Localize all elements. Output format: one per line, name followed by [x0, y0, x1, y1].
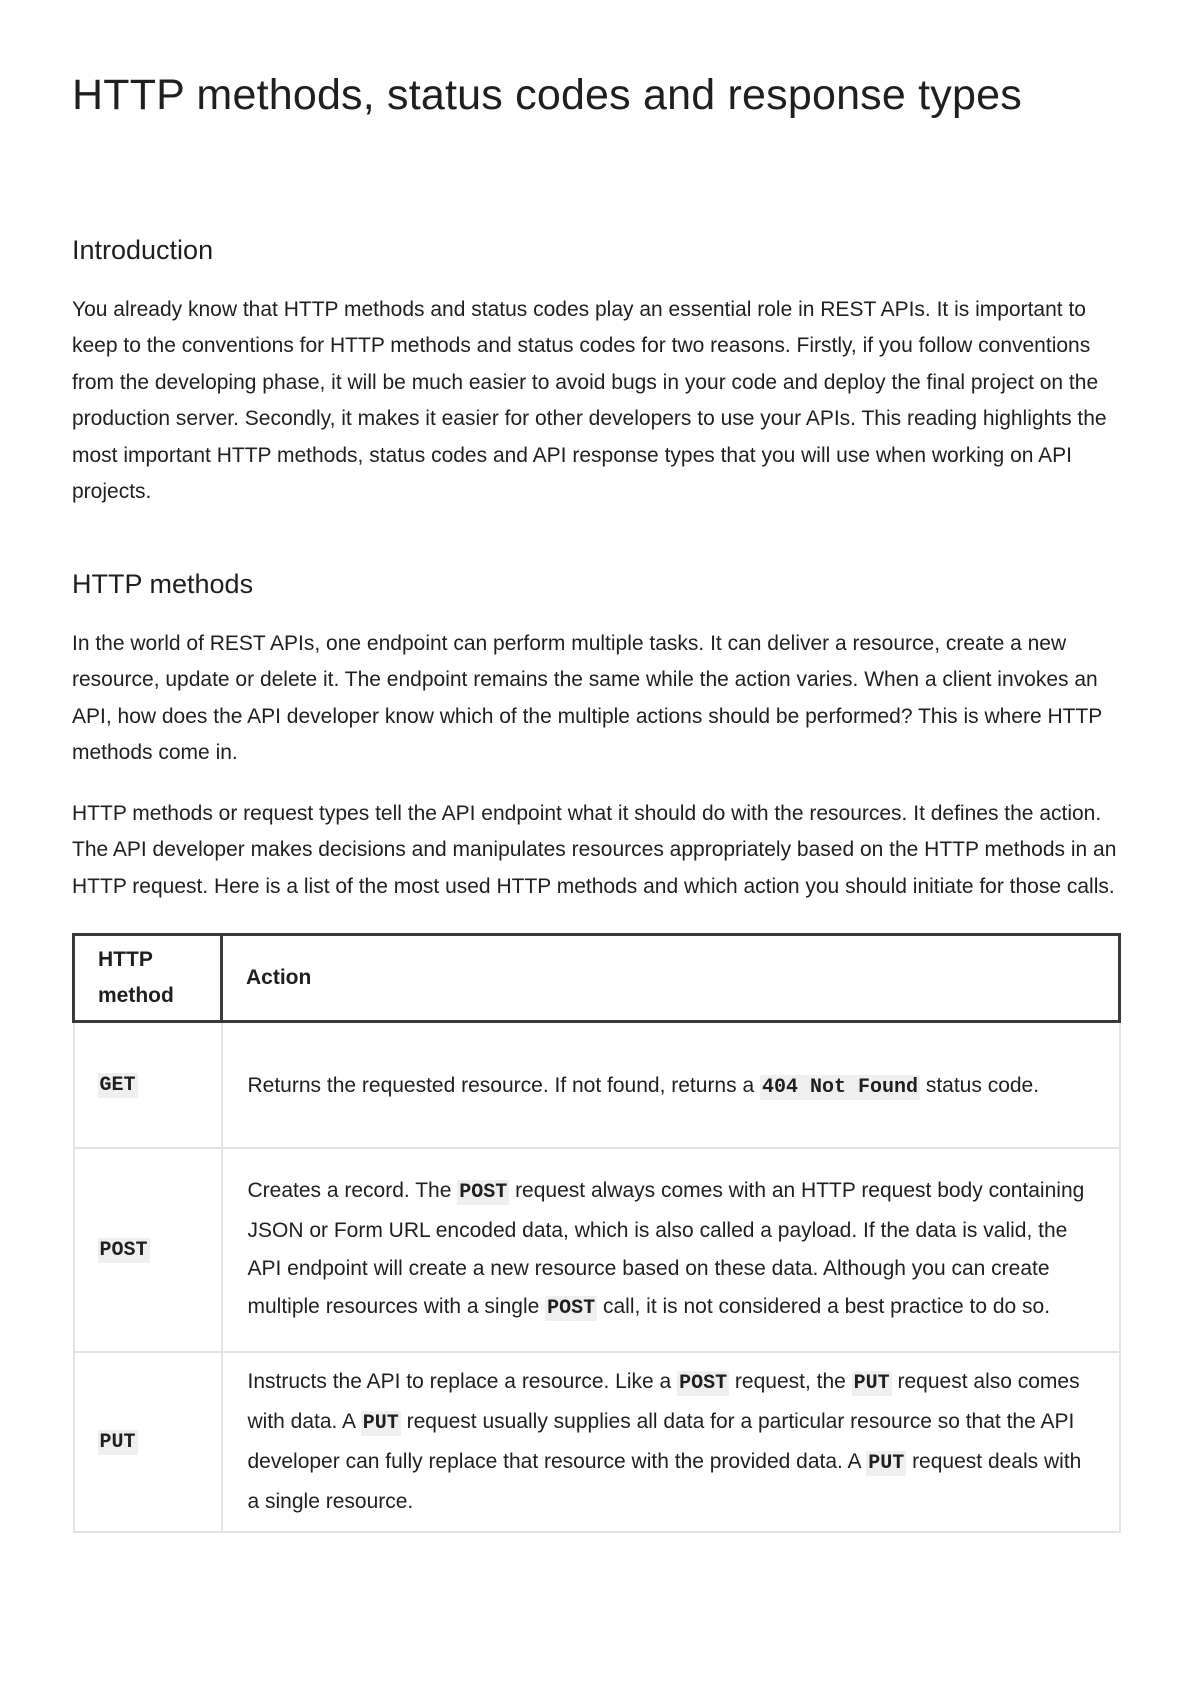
table-header-row — [74, 935, 1120, 1022]
method-cell — [74, 1352, 222, 1532]
inline-code: POST — [547, 1296, 596, 1320]
column-header-action: Action — [222, 935, 1120, 1022]
action-text: call, it is not considered a best practice to do so. — [597, 1294, 1051, 1318]
inline-code: 404 Not Found — [761, 1076, 918, 1100]
inline-code: PUT — [868, 1451, 905, 1475]
method-code-get: GET — [99, 1074, 136, 1098]
method-code-put: PUT — [99, 1430, 136, 1454]
action-text: status code. — [920, 1074, 1040, 1098]
action-text: request always comes with an HTTP request body containing JSON or Form URL encoded data, which is also called a payload. If the data is valid, the API endpoint will create a new resource based on these data. Although you can create multiple resources with a single — [247, 1178, 1085, 1318]
inline-code: PUT — [362, 1411, 399, 1435]
action-text: request also comes with data. A — [247, 1369, 1080, 1433]
http-methods-heading: HTTP methods — [72, 568, 254, 599]
http-methods-paragraph-1: In the world of REST APIs, one endpoint can perform multiple tasks. It can deliver a resource, create a new resource, update or delete it. The endpoint remains the same while the action varies. When a client invokes an API, how does the API developer know which of the multiple actions should be performed? This is where HTTP methods come in. — [72, 631, 1102, 765]
action-text: request deals with a single resource. — [247, 1449, 1082, 1513]
method-cell — [74, 1022, 222, 1148]
action-text: Creates a record. The — [247, 1178, 458, 1202]
action-text: Instructs the API to replace a resource. Like a — [247, 1369, 678, 1393]
introduction-paragraph: You already know that HTTP methods and status codes play an essential role in REST APIs. It is important to keep to the conventions for HTTP methods and status codes for two reasons. Firstly, if you follow conventions from the developing phase, it will be much easier to avoid bugs in your code and deploy the final project on the production server. Secondly, it makes it easier for other developers to use your APIs. This reading highlights the most important HTTP methods, status codes and API response types that you will use when working on API projects. — [72, 297, 1107, 504]
action-cell — [222, 1352, 1120, 1532]
table-row — [74, 1352, 1120, 1532]
introduction-heading: Introduction — [72, 234, 214, 265]
column-header-http-method: HTTP method — [74, 935, 222, 1022]
http-methods-paragraph-2: HTTP methods or request types tell the API endpoint what it should do with the resources. It defines the action. The API developer makes decisions and manipulates resources appropriately based on the HTTP methods in an HTTP request. Here is a list of the most used HTTP methods and which action you should initiate for those calls. — [72, 801, 1117, 898]
table-row — [74, 1022, 1120, 1148]
method-code-post: POST — [99, 1238, 148, 1262]
inline-code: PUT — [853, 1371, 890, 1395]
action-text: request usually supplies all data for a particular resource so that the API developer can fully replace that resource with the provided data. A — [247, 1409, 1075, 1473]
page-title: HTTP methods, status codes and response types — [72, 71, 1022, 119]
action-cell — [222, 1022, 1120, 1148]
action-cell — [222, 1148, 1120, 1352]
inline-code: POST — [459, 1180, 508, 1204]
method-cell — [74, 1148, 222, 1352]
http-methods-table — [72, 933, 1121, 1533]
action-text: Returns the requested resource. If not found, returns a — [247, 1074, 760, 1098]
inline-code: POST — [679, 1371, 728, 1395]
action-text: request, the — [729, 1369, 852, 1393]
table-row — [74, 1148, 1120, 1352]
